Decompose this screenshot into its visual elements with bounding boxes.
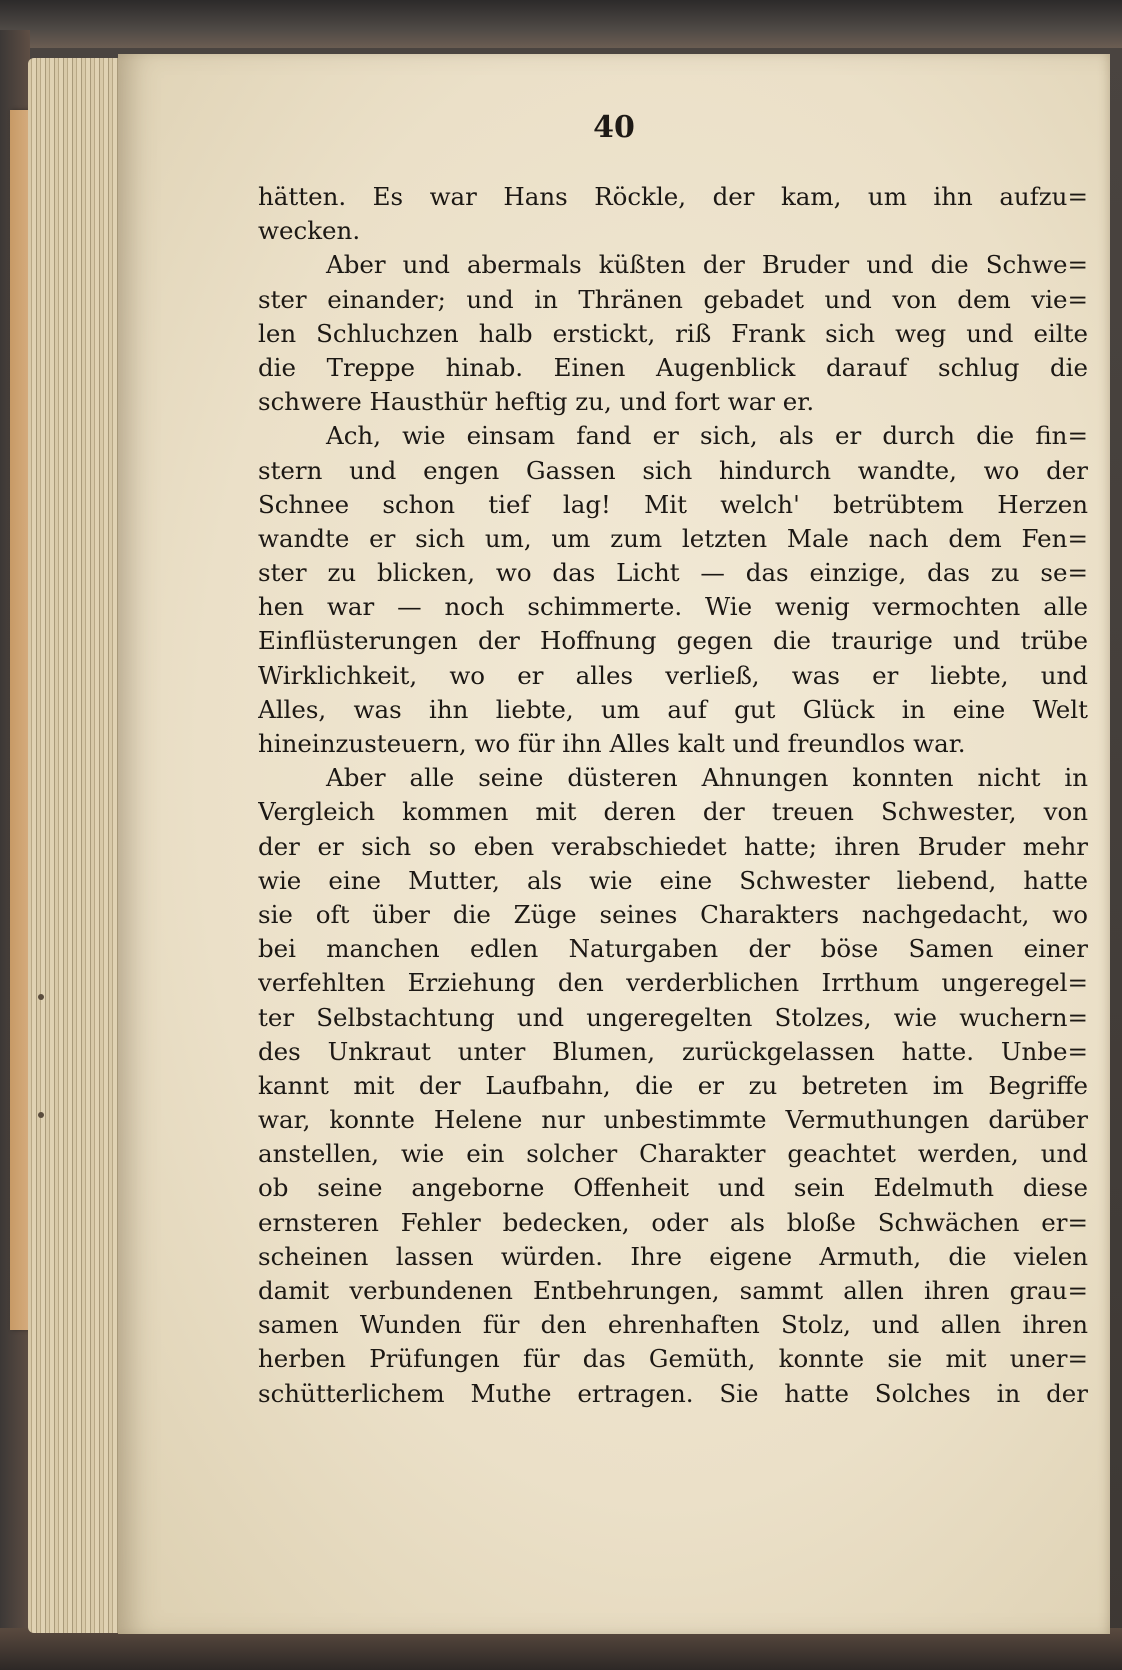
book-page bbox=[118, 54, 1110, 1634]
text-line: schütterlichem Muthe ertragen. Sie hatte Solches in der bbox=[258, 1378, 1088, 1408]
text-line: die Treppe hinab. Einen Augenblick darauf schlug die bbox=[258, 352, 1088, 382]
text-line: scheinen lassen würden. Ihre eigene Armuth, die vielen bbox=[258, 1241, 1088, 1271]
text-line: len Schluchzen halb erstickt, riß Frank sich weg und eilte bbox=[258, 318, 1088, 348]
text-line: hätten. Es war Hans Röckle, der kam, um ihn aufzu= bbox=[258, 182, 1088, 211]
text-line: wandte er sich um, um zum letzten Male nach dem Fen= bbox=[258, 523, 1088, 553]
text-line: Aber und abermals küßten der Bruder und die Schwe= bbox=[326, 250, 1088, 280]
text-line: Schnee schon tief lag! Mit welch' betrübtem Herzen bbox=[258, 489, 1088, 519]
text-line: schwere Hausthür heftig zu, und fort war er. bbox=[258, 387, 815, 417]
text-line: ster einander; und in Thränen gebadet und von dem vie= bbox=[258, 284, 1088, 314]
text-line: ter Selbstachtung und ungeregelten Stolzes, wie wuchern= bbox=[258, 1002, 1088, 1032]
text-line: sie oft über die Züge seines Charakters nachgedacht, wo bbox=[258, 899, 1088, 929]
text-line: war, konnte Helene nur unbestimmte Vermuthungen darüber bbox=[258, 1105, 1088, 1135]
text-line: des Unkraut unter Blumen, zurückgelassen hatte. Unbe= bbox=[258, 1036, 1088, 1066]
text-line: verfehlten Erziehung den verderblichen Irrthum ungeregel= bbox=[258, 968, 1088, 998]
text-line: anstellen, wie ein solcher Charakter geachtet werden, und bbox=[258, 1139, 1088, 1169]
text-line: Wirklichkeit, wo er alles verließ, was er liebte, und bbox=[258, 660, 1088, 690]
text-line: Vergleich kommen mit deren der treuen Schwester, von bbox=[258, 797, 1088, 827]
text-line: Ach, wie einsam fand er sich, als er durch die fin= bbox=[326, 421, 1088, 451]
text-line: ernsteren Fehler bedecken, oder als bloße Schwächen er= bbox=[258, 1207, 1088, 1237]
text-line: samen Wunden für den ehrenhaften Stolz, und allen ihren bbox=[258, 1310, 1088, 1340]
text-line: hen war — noch schimmerte. Wie wenig vermochten alle bbox=[258, 592, 1088, 622]
text-line: ster zu blicken, wo das Licht — das einzige, das zu se= bbox=[258, 558, 1088, 588]
text-line: Aber alle seine düsteren Ahnungen konnten nicht in bbox=[326, 763, 1088, 793]
text-line: hineinzusteuern, wo für ihn Alles kalt und freundlos war. bbox=[258, 729, 966, 758]
text-line: wecken. bbox=[258, 216, 361, 246]
book-cover-bottom-edge bbox=[0, 1628, 1122, 1670]
text-line: Alles, was ihn liebte, um auf gut Glück in eine Welt bbox=[258, 694, 1088, 724]
text-line: herben Prüfungen für das Gemüth, konnte sie mit uner= bbox=[258, 1344, 1088, 1374]
text-line: damit verbundenen Entbehrungen, sammt allen ihren grau= bbox=[258, 1276, 1088, 1305]
text-line: wie eine Mutter, als wie eine Schwester liebend, hatte bbox=[258, 865, 1088, 895]
text-line: bei manchen edlen Naturgaben der böse Samen einer bbox=[258, 934, 1088, 964]
text-line: stern und engen Gassen sich hindurch wandte, wo der bbox=[258, 455, 1088, 485]
page-number: 40 bbox=[593, 110, 635, 145]
text-line: kannt mit der Laufbahn, die er zu betreten im Begriffe bbox=[258, 1070, 1088, 1100]
body-text bbox=[258, 180, 1088, 1411]
text-line: der er sich so eben verabschiedet hatte; ihren Bruder mehr bbox=[258, 831, 1088, 861]
text-line: Einflüsterungen der Hoffnung gegen die traurige und trübe bbox=[258, 626, 1088, 656]
text-line: ob seine angeborne Offenheit und sein Edelmuth diese bbox=[258, 1173, 1088, 1203]
book-cover-top-edge bbox=[0, 0, 1122, 48]
paper-speck bbox=[38, 1112, 44, 1118]
paper-speck bbox=[38, 994, 44, 1000]
